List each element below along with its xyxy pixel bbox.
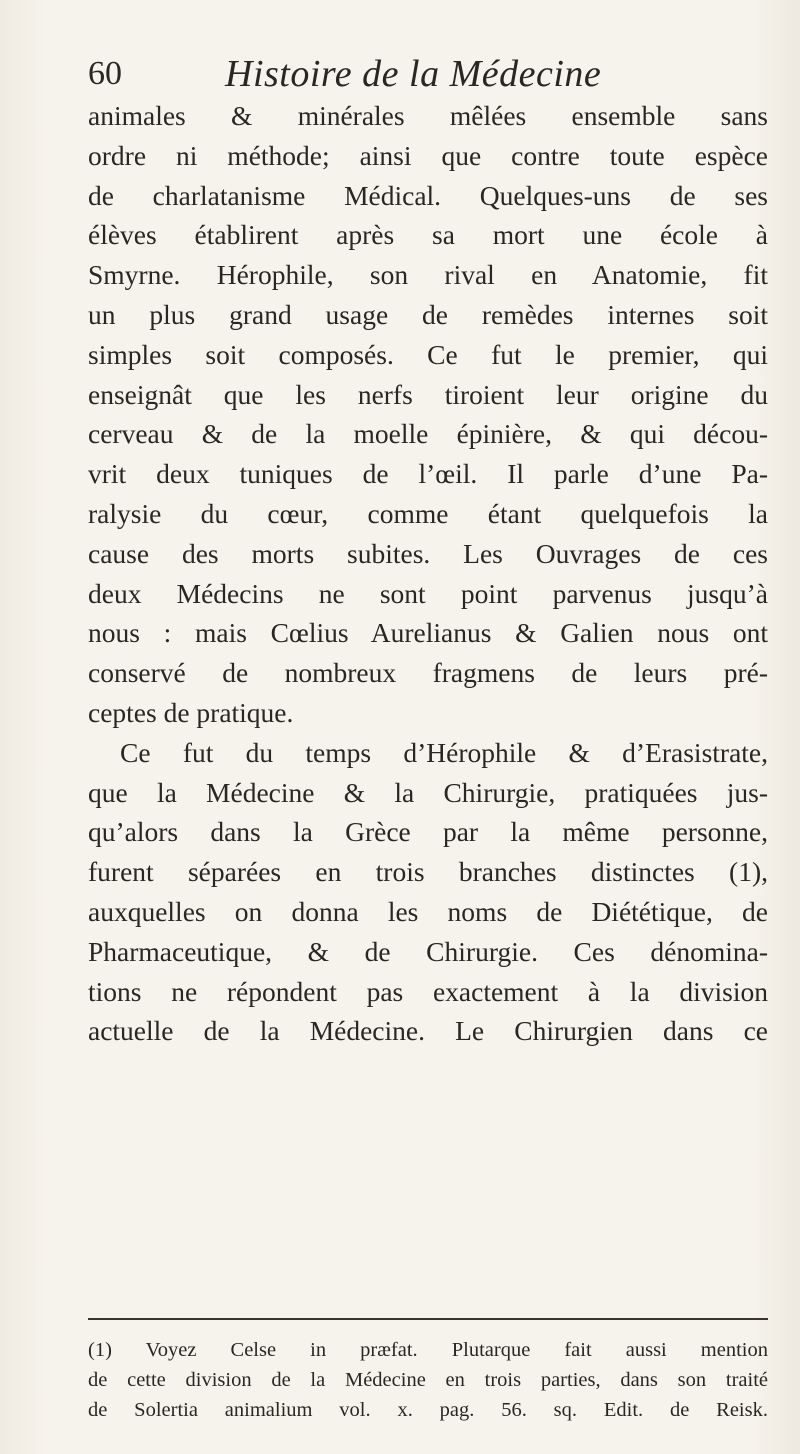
text-line: deux Médecins ne sont point parvenus jusqu’à bbox=[88, 577, 768, 609]
text-line: élèves établirent après sa mort une école à bbox=[88, 219, 768, 251]
text-line: Ce fut du temps d’Hérophile & d’Erasistrate, bbox=[120, 736, 768, 768]
text-line: Smyrne. Hérophile, son rival en Anatomie, fit bbox=[88, 259, 768, 291]
text-line: enseignât que les nerfs tiroient leur origine du bbox=[88, 378, 768, 410]
text-line: ralysie du cœur, comme étant quelquefois la bbox=[88, 497, 768, 529]
main-text bbox=[88, 96, 768, 1051]
running-title: Histoire de la Médecine bbox=[225, 53, 602, 95]
footnote-line: de Solertia animalium vol. x. pag. 56. sq. Edit. de Reisk. bbox=[88, 1399, 768, 1421]
text-line: cerveau & de la moelle épinière, & qui décou- bbox=[88, 418, 768, 450]
text-line: ordre ni méthode; ainsi que contre toute espèce bbox=[88, 139, 768, 171]
text-line: auxquelles on donna les noms de Diététique, de bbox=[88, 895, 768, 927]
text-line: Pharmaceutique, & de Chirurgie. Ces dénomina- bbox=[88, 935, 768, 967]
text-line: ceptes de pratique. bbox=[88, 696, 294, 728]
text-line: de charlatanisme Médical. Quelques-uns de ses bbox=[88, 179, 768, 211]
text-line: que la Médecine & la Chirurgie, pratiquées jus- bbox=[88, 776, 768, 808]
text-line: nous : mais Cœlius Aurelianus & Galien nous ont bbox=[88, 617, 768, 649]
text-line: tions ne répondent pas exactement à la division bbox=[88, 975, 768, 1007]
page-number: 60 bbox=[88, 55, 122, 92]
text-line: furent séparées en trois branches distinctes (1), bbox=[88, 856, 768, 888]
text-line: conservé de nombreux fragmens de leurs pré- bbox=[88, 657, 768, 689]
text-line: actuelle de la Médecine. Le Chirurgien dans ce bbox=[88, 1015, 768, 1047]
text-line: un plus grand usage de remèdes internes soit bbox=[88, 298, 768, 330]
text-line: simples soit composés. Ce fut le premier, qui bbox=[88, 338, 768, 370]
text-line: cause des morts subites. Les Ouvrages de ces bbox=[88, 537, 768, 569]
text-line: animales & minérales mêlées ensemble sans bbox=[88, 100, 768, 131]
footnote-line: de cette division de la Médecine en trois parties, dans son traité bbox=[88, 1369, 768, 1391]
footnote-divider bbox=[88, 1318, 768, 1320]
page-header bbox=[88, 52, 768, 102]
text-line: vrit deux tuniques de l’œil. Il parle d’une Pa- bbox=[88, 458, 768, 490]
text-line: qu’alors dans la Grèce par la même personne, bbox=[88, 816, 768, 848]
footnote bbox=[88, 1335, 768, 1425]
footnote-line: (1) Voyez Celse in præfat. Plutarque fait aussi mention bbox=[88, 1339, 768, 1361]
